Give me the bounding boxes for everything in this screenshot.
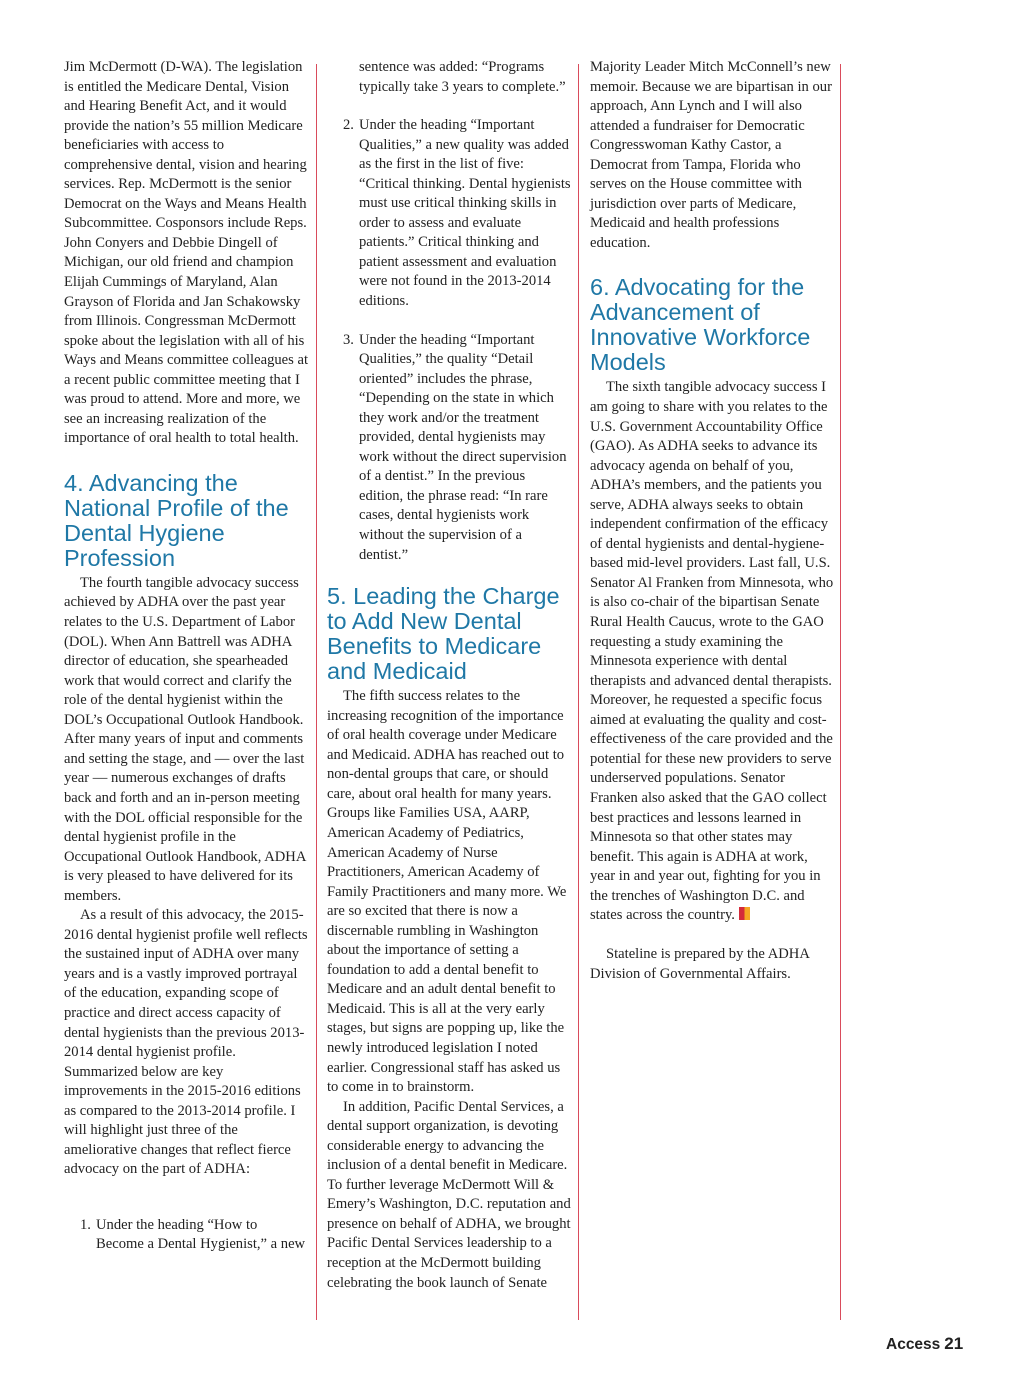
paragraph-fourth-success: The fourth tangible advocacy success achieved by ADHA over the past year relates to the U.S. Department of Labor (DOL). When Ann Battrell was ADHA director of education, she spearheaded work that would correct and clarify the role of the dental hygienist within the DOL’s Occupational Outlook Handbook. After many years of input and comments and setting the stage, and — over the last year — numerous exchanges of drafts back and forth and an in-person meeting with the DOL official responsible for the dental hygienist profile in the Occupational Outlook Handbook, ADHA is very pleased to have delivered for its members. — [64, 574, 306, 904]
column-1 — [64, 58, 308, 1274]
list-item-number: 3. — [343, 331, 354, 348]
list-item-text: Under the heading “Important Qualities,” a new quality was added as the first in the list of five: “Critical thinking. Dental hygienists must use critical thinking skills in order to assess and evaluate patients.” Critical thinking and patient assessment and evaluation were not found in the 2013-2014 editions. — [359, 117, 571, 310]
column-2 — [327, 58, 571, 1293]
column-rule-3 — [840, 64, 841, 1320]
paragraph-intro: Jim McDermott (D-WA). The legislation is entitled the Medicare Dental, Vision and Hearing Benefit Act, and it would provide the nation’s 55 million Medicare beneficiaries with access to comprehensive dental, vision and hearing services. Rep. McDermott is the senior Democrat on the Ways and Means Health Subcommittee. Cosponsors include Reps. John Conyers and Debbie Dingell of Michigan, our old friend and champion Elijah Cummings of Maryland, Alan Grayson of Florida and Jan Schakowsky from Illinois. Congressman McDermott spoke about the legislation with all of his Ways and Means committee colleagues at a recent public committee meeting that I was proud to attend. More and more, we see an increasing realization of the importance of oral health to total health. — [64, 59, 308, 447]
column-rule-1 — [316, 64, 317, 1320]
column-3 — [590, 58, 834, 984]
list-item-number: 2. — [343, 117, 354, 134]
section-heading-6: 6. Advocating for the Advancement of Innovative Workforce Models — [590, 274, 811, 376]
page-footer — [886, 1334, 963, 1354]
changes-list-continued — [327, 58, 571, 565]
section-heading-4: 4. Advancing the National Profile of the Dental Hygiene Profession — [64, 469, 289, 571]
list-item-text: Under the heading “Important Qualities,” the quality “Detail oriented” includes the phrase, “Depending on the state in which they work and/or the treatment provided, dental hygienists may work without the direct supervision of a dentist.” In the previous edition, the phrase read: “In rare cases, dental hygienists work without the supervision of a dentist.” — [359, 331, 567, 563]
paragraph-fifth-success: The fifth success relates to the increasing recognition of the importance of oral health coverage under Medicare and Medicaid. ADHA has reached out to non-dental groups that care, or should care, about oral health for many years. Groups like Families USA, AARP, American Academy of Pediatrics, American Academy of Nurse Practitioners, American Academy of Family Practitioners and many more. We are so excited that there is now a discernable rumbling in Washington about the importance of setting a foundation to add a dental benefit to Medicare and an adult dental benefit to Medicaid. This is all at the very early stages, but signs are popping up, like the newly introduced legislation I noted earlier. Congressional staff has asked us to come in to brainstorm. — [327, 688, 567, 1096]
magazine-name: Access — [886, 1336, 941, 1353]
list-item — [327, 58, 571, 97]
section-heading-5: 5. Leading the Charge to Add New Dental Benefits to Medicare and Medicaid — [327, 583, 560, 685]
list-item — [327, 331, 571, 566]
list-item-text: sentence was added: “Programs typically take 3 years to complete.” — [359, 59, 566, 95]
paragraph-sixth-success — [590, 378, 834, 925]
list-item — [327, 116, 571, 311]
paragraph-pacific-dental: In addition, Pacific Dental Services, a dental support organization, is devoting considerable energy to advancing the inclusion of a dental benefit in Medicare. To further leverage McDermott Will & Emery’s Washington, D.C. reputation and presence on behalf of ADHA, we brought Pacific Dental Services leadership to a reception at the McDermott building celebrating the book launch of Senate — [327, 1098, 571, 1291]
list-item — [64, 1216, 308, 1255]
paragraph-advocacy-result: As a result of this advocacy, the 2015-2016 dental hygienist profile well reflects the sustained input of ADHA over many years and is a vastly improved portrayal of the education, expanding scope of practice and direct access capacity of dental hygienists than the previous 2013-2014 dental hygienist profile. Summarized below are key improvements in the 2015-2016 editions as compared to the 2013-2014 profile. I will highlight just three of the ameliorative changes that reflect fierce advocacy on the part of ADHA: — [64, 907, 308, 1178]
paragraph-sixth-text: The sixth tangible advocacy success I am going to share with you relates to the U.S. Government Accountability Office (GAO). As ADHA seeks to advance its advocacy agenda on behalf of you, ADHA’s members, and the patients you serve, ADHA always seeks to obtain independent confirmation of the efficacy of dental hygienists and dental-hygiene-based mid-level providers. Last fall, U.S. Senator Al Franken from Minnesota, who is also co-chair of the bipartisan Senate Rural Health Caucus, wrote to the GAO requesting a study examining the Minnesota experience with dental therapists and advanced dental therapists. Moreover, he requested a specific focus aimed at evaluating the quality and cost-effectiveness of the care provided and the potential for these new providers to serve underserved populations. Senator Franken also asked that the GAO collect best practices and lessons learned in Minnesota so that other states may benefit. This again is ADHA at work, year in and year out, fighting for you in the trenches of Washington D.C. and states across the country. — [590, 379, 834, 924]
paragraph-mcconnell: Majority Leader Mitch McConnell’s new memoir. Because we are bipartisan in our approach, Ann Lynch and I will also attended a fundraiser for Democratic Congresswoman Kathy Castor, a Democrat from Tampa, Florida who serves on the House committee with jurisdiction over parts of Medicare, Medicaid and health professions education. — [590, 59, 832, 251]
list-item-number: 1. — [80, 1216, 91, 1233]
column-rule-2 — [578, 64, 579, 1320]
changes-list — [64, 1216, 308, 1255]
end-of-article-icon — [739, 907, 750, 920]
list-item-text: Under the heading “How to Become a Dental Hygienist,” a new — [96, 1216, 306, 1253]
paragraph-stateline: Stateline is prepared by the ADHA Division of Governmental Affairs. — [590, 946, 810, 982]
page-number: 21 — [944, 1334, 964, 1353]
